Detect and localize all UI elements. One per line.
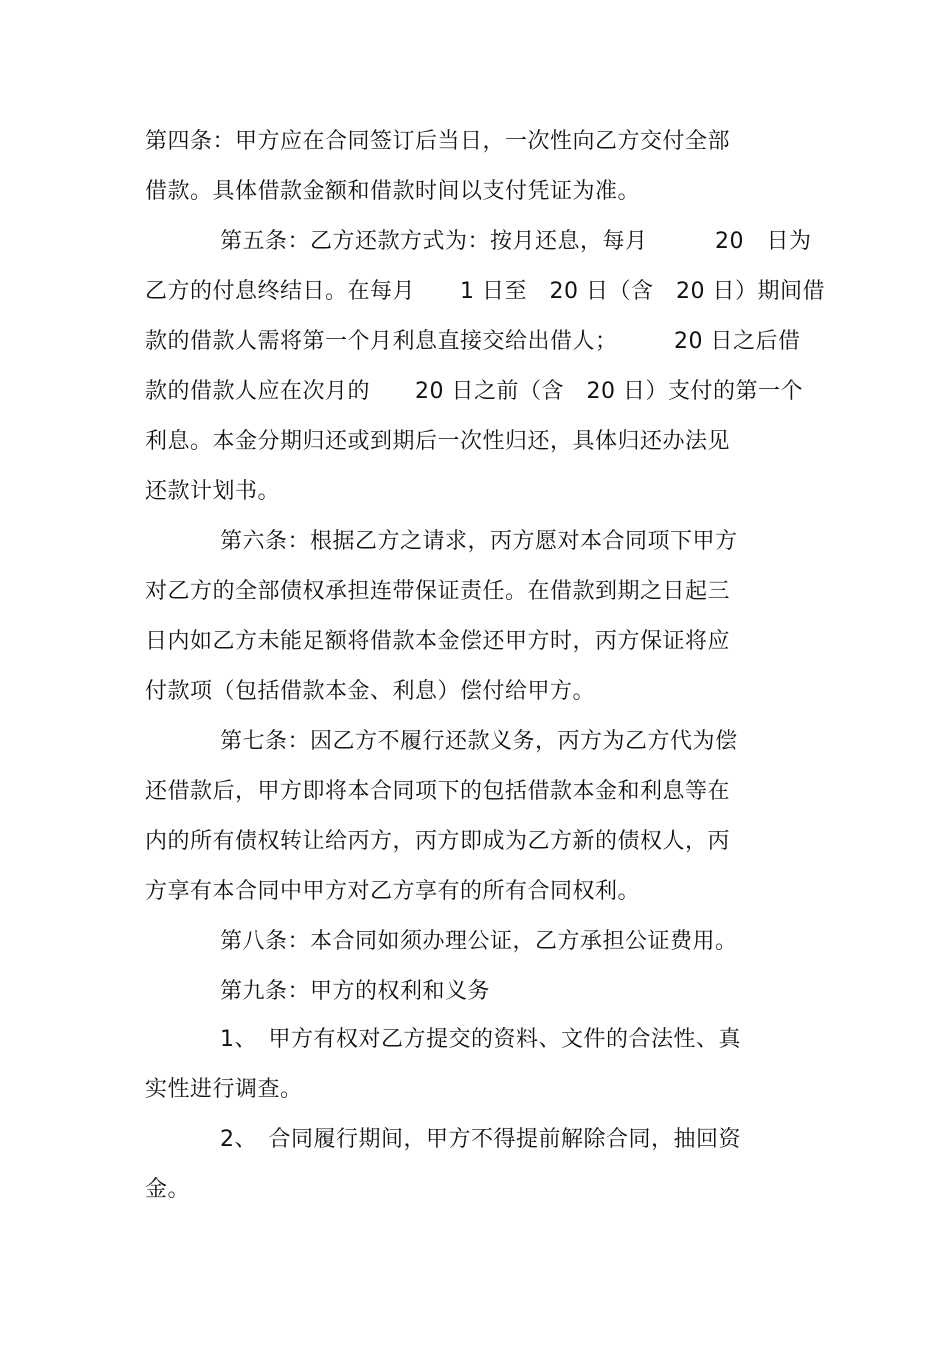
paragraph-line: 方享有本合同中甲方对乙方享有的所有合同权利。 (145, 879, 641, 904)
paragraph-line: 款的借款人需将第一个月利息直接交给出借人； 20 日之后借 (145, 329, 801, 354)
paragraph-line: 付款项（包括借款本金、利息）偿付给甲方。 (145, 679, 596, 704)
list-item-line: 1、 甲方有权对乙方提交的资料、文件的合法性、真 (220, 1027, 741, 1052)
paragraph-line: 实性进行调查。 (145, 1077, 303, 1102)
paragraph-line: 第五条：乙方还款方式为：按月还息，每月 20 日为 (220, 229, 812, 254)
paragraph-line: 对乙方的全部债权承担连带保证责任。在借款到期之日起三 (145, 579, 731, 604)
paragraph-line: 还借款后，甲方即将本合同项下的包括借款本金和利息等在 (145, 779, 731, 804)
paragraph-line: 款的借款人应在次月的 20 日之前（含 20 日）支付的第一个 (145, 379, 803, 404)
paragraph-line: 借款。具体借款金额和借款时间以支付凭证为准。 (145, 179, 641, 204)
paragraph-line: 第六条：根据乙方之请求，丙方愿对本合同项下甲方 (220, 529, 738, 554)
paragraph-line: 第九条：甲方的权利和义务 (220, 979, 491, 1004)
paragraph-line: 内的所有债权转让给丙方，丙方即成为乙方新的债权人，丙 (145, 829, 731, 854)
paragraph-line: 利息。本金分期归还或到期后一次性归还，具体归还办法见 (145, 429, 731, 454)
paragraph-line: 第四条：甲方应在合同签订后当日，一次性向乙方交付全部 (145, 129, 731, 154)
paragraph-line: 金。 (145, 1177, 191, 1202)
paragraph-line: 第八条：本合同如须办理公证，乙方承担公证费用。 (220, 929, 738, 954)
paragraph-line: 乙方的付息终结日。在每月 1 日至 20 日（含 20 日）期间借 (145, 279, 825, 304)
paragraph-line: 第七条：因乙方不履行还款义务，丙方为乙方代为偿 (220, 729, 738, 754)
paragraph-line: 日内如乙方未能足额将借款本金偿还甲方时，丙方保证将应 (145, 629, 731, 654)
paragraph-line: 还款计划书。 (145, 479, 281, 504)
list-item-line: 2、 合同履行期间，甲方不得提前解除合同，抽回资 (220, 1127, 741, 1152)
